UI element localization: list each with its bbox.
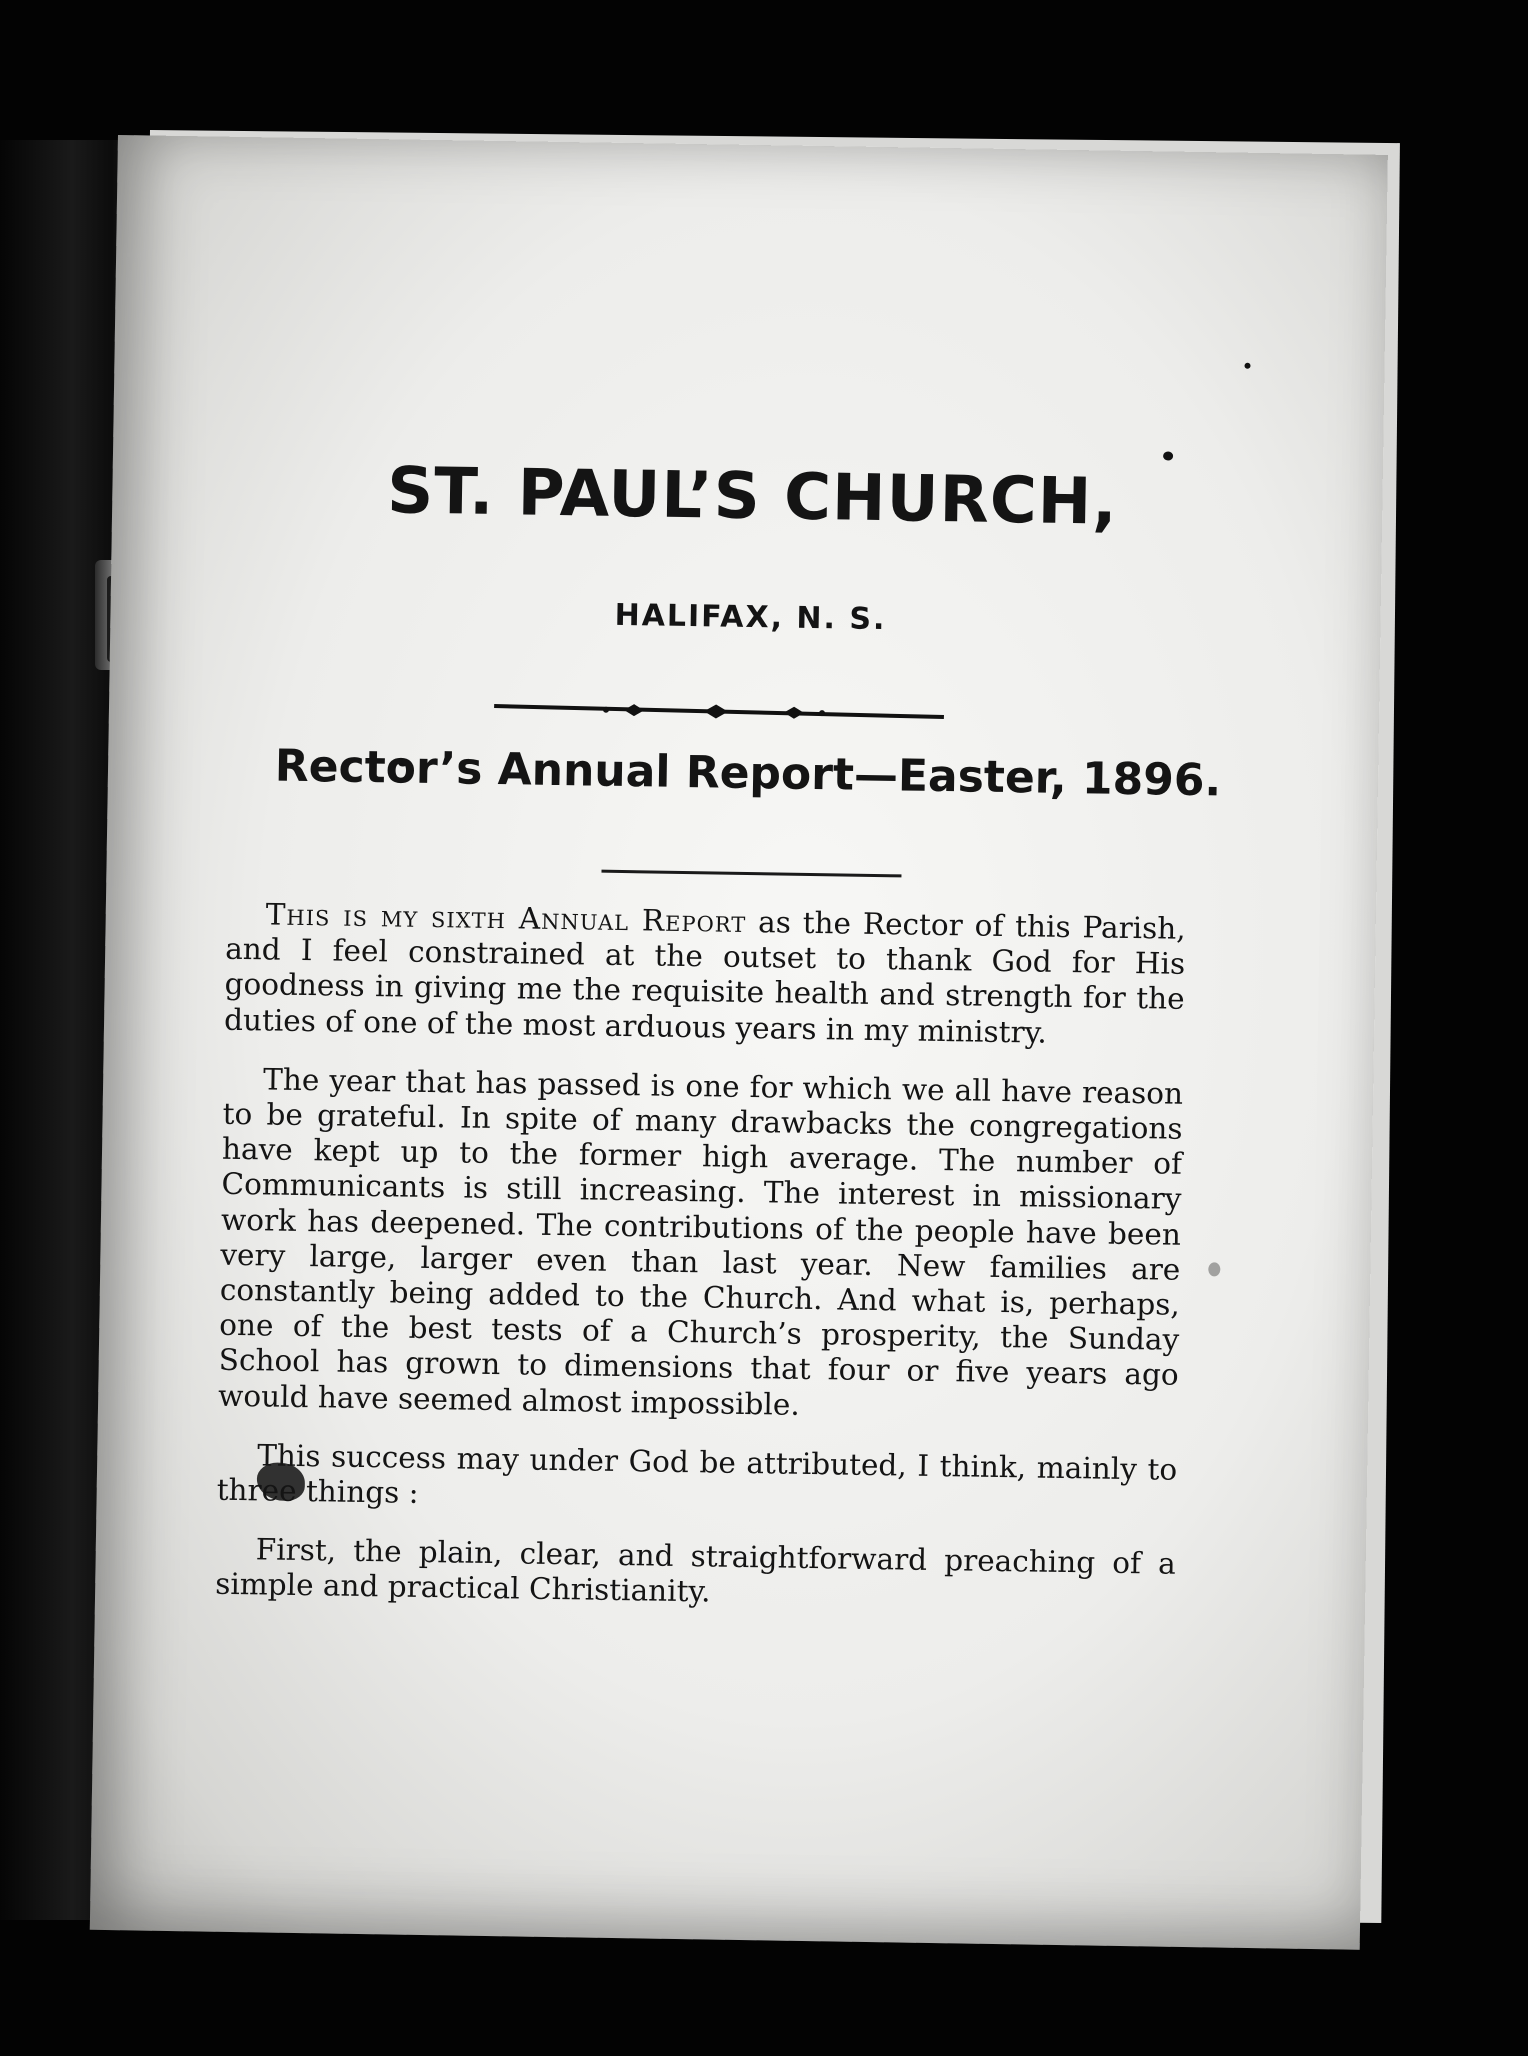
paragraph-2: The year that has passed is one for which we all have reason to be grateful. In spite of many drawbacks the congregations have kept up to the former high average. The number of Communicants is still increasing. The interest in missionary work has deepened. The contributions of the people have been very large, larger even than last year. New families are constantly being added to the Church. And what is, perhaps, one of the best tests of a Church’s prosperity, the Sunday School has grown to dimensions that four or five years ago would have seemed almost impossible. — [217, 1062, 1184, 1422]
report-body — [215, 897, 1186, 1642]
paragraph-1 — [224, 897, 1186, 1053]
paragraph-4: First, the plain, clear, and straightforward preaching of a simple and practical Christianity. — [214, 1532, 1176, 1609]
ornamental-divider — [494, 696, 944, 727]
paragraph-3: This success may under God be attributed, I think, mainly to three things : — [216, 1438, 1178, 1510]
church-name-heading: ST. PAUL’S CHURCH, — [386, 454, 1119, 540]
place-subheading: HALIFAX, N. S. — [614, 597, 887, 638]
title-underline — [601, 870, 901, 878]
report-title: Rector’s Annual Report—Easter, 1896. — [274, 740, 1222, 807]
paragraph-1-lead: This is my sixth Annual Report — [265, 897, 747, 939]
paragraph-1-text: as the Rector of this Parish, and I feel constrained at the outset to thank God for His goodness in giving me the requisite health and strength for the duties of one of the most arduous years in my ministry. — [223, 904, 1186, 1050]
ink-speck — [1244, 363, 1250, 369]
ink-speck — [1163, 451, 1173, 460]
ink-speck — [1208, 1262, 1220, 1276]
document-page — [90, 135, 1388, 1950]
